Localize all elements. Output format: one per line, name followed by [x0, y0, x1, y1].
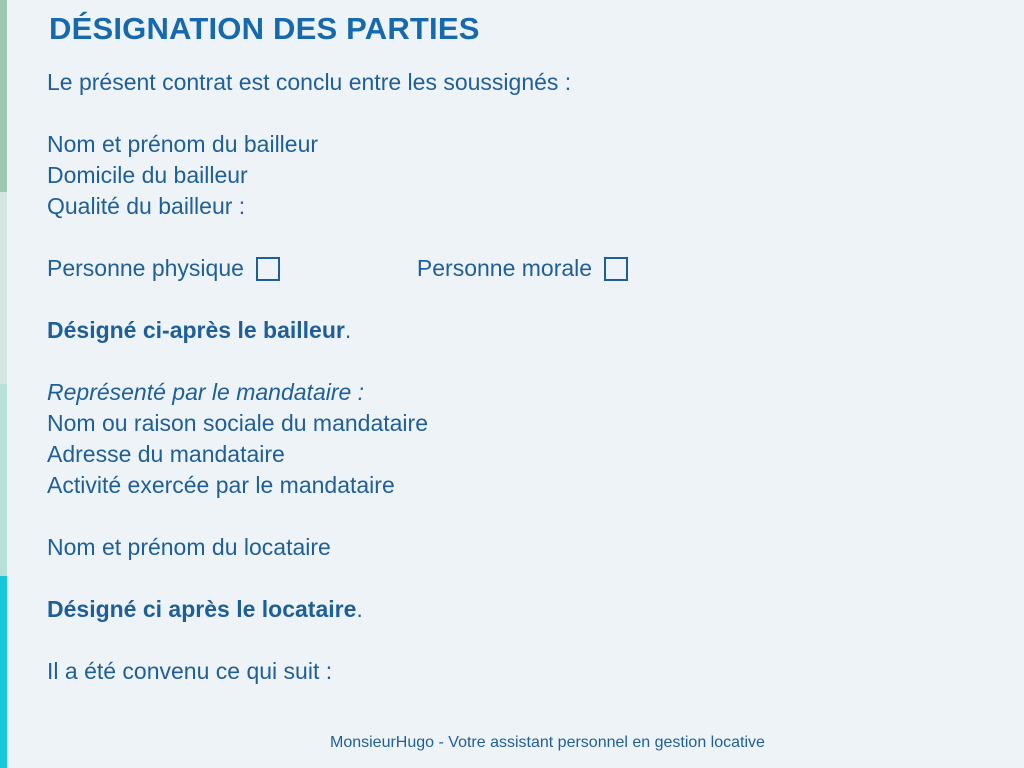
spacer: [47, 284, 947, 315]
tenant-name-label: Nom et prénom du locataire: [47, 534, 331, 560]
closing-text: Il a été convenu ce qui suit :: [47, 658, 333, 684]
agent-address-label: Adresse du mandataire: [47, 441, 285, 467]
spacer: [47, 346, 947, 377]
left-color-band: [0, 0, 7, 768]
legal-person-checkbox[interactable]: [604, 257, 628, 281]
tenant-designation: [47, 594, 947, 625]
band-segment-light-green: [0, 192, 7, 384]
band-segment-green: [0, 0, 7, 192]
physical-person-checkbox[interactable]: [256, 257, 280, 281]
tenant-designation-bold: Désigné ci après le locataire: [47, 596, 357, 622]
landlord-status-label: Qualité du bailleur :: [47, 193, 246, 219]
spacer: [47, 222, 947, 253]
spacer: [47, 501, 947, 532]
footer-tagline: - Votre assistant personnel en gestion locative: [434, 734, 765, 751]
landlord-designation: [47, 315, 947, 346]
legal-person-label: Personne morale: [416, 255, 593, 281]
landlord-name-label: Nom et prénom du bailleur: [47, 131, 319, 157]
footer-credit: [330, 733, 765, 753]
agent-activity-label: Activité exercée par le mandataire: [47, 472, 395, 498]
landlord-designation-suffix: .: [344, 317, 352, 343]
intro-text: Le présent contrat est conclu entre les soussignés :: [47, 69, 572, 95]
landlord-designation-bold: Désigné ci-après le bailleur: [47, 317, 345, 343]
page-title: DÉSIGNATION DES PARTIES: [49, 11, 480, 46]
physical-person-option[interactable]: [47, 253, 280, 284]
legal-person-option[interactable]: [417, 253, 628, 284]
spacer: [47, 563, 947, 594]
band-segment-cyan: [0, 576, 7, 768]
band-segment-mint: [0, 384, 7, 576]
tenant-designation-suffix: .: [356, 596, 363, 622]
physical-person-label: Personne physique: [47, 255, 244, 281]
landlord-type-options: [47, 253, 947, 284]
landlord-address-label: Domicile du bailleur: [47, 162, 248, 188]
agent-represented-label: Représenté par le mandataire :: [47, 379, 365, 405]
document-content: [47, 67, 947, 687]
spacer: [47, 625, 947, 656]
spacer: [47, 98, 947, 129]
agent-name-label: Nom ou raison sociale du mandataire: [47, 410, 428, 436]
footer-brand: MonsieurHugo: [330, 734, 435, 751]
